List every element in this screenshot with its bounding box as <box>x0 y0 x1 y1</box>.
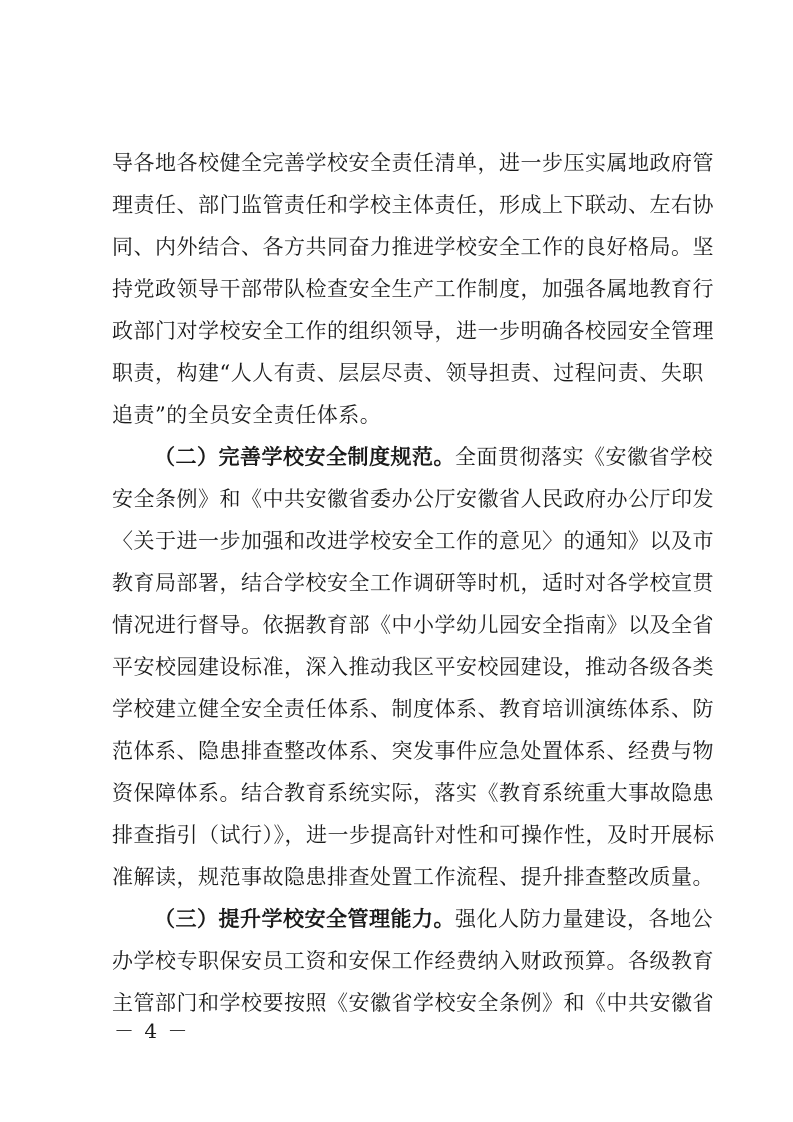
paragraph-2-line-11: 准解读，规范事故隐患排查处置工作流程、提升排查整改质量。 <box>112 865 714 889</box>
paragraph-2-first-line-text: 全面贯彻落实《安徽省学校 <box>455 445 713 469</box>
paragraph-2-line-10: 排查指引（试行）》，进一步提高针对性和可操作性，及时开展标 <box>112 823 715 847</box>
paragraph-3-line-2: 办学校专职保安员工资和安保工作经费纳入财政预算。各级教育 <box>112 949 714 973</box>
paragraph-2-line-9: 资保障体系。结合教育系统实际，落实《教育系统重大事故隐患 <box>112 781 714 805</box>
paragraph-3-first-line-text: 强化人防力量建设，各地公 <box>455 907 713 931</box>
paragraph-3-first-line <box>154 903 713 935</box>
paragraph-2-line-3: 〈关于进一步加强和改进学校安全工作的意见〉的通知》以及市 <box>112 529 714 553</box>
page-number: － 4 － <box>114 1019 190 1043</box>
paragraph-3-line-3: 主管部门和学校要按照《安徽省学校安全条例》和《中共安徽省 <box>112 991 714 1015</box>
paragraph-2-line-6: 平安校园建设标准，深入推动我区平安校园建设，推动各级各类 <box>112 655 714 679</box>
paragraph-2-first-line <box>154 441 713 473</box>
section-3-heading: （三）提升学校安全管理能力。 <box>154 906 455 931</box>
paragraph-2-line-4: 教育局部署，结合学校安全工作调研等时机，适时对各学校宣贯 <box>112 571 714 595</box>
paragraph-2-line-7: 学校建立健全安全责任体系、制度体系、教育培训演练体系、防 <box>112 697 714 721</box>
paragraph-1-line-6: 职责，构建“人人有责、层层尽责、领导担责、过程问责、失职 <box>112 361 704 385</box>
paragraph-1-line-2: 理责任、部门监管责任和学校主体责任，形成上下联动、左右协 <box>112 193 714 217</box>
paragraph-2-line-2: 安全条例》和《中共安徽省委办公厅安徽省人民政府办公厅印发 <box>112 487 714 511</box>
paragraph-2-line-5: 情况进行督导。依据教育部《中小学幼儿园安全指南》以及全省 <box>112 613 714 637</box>
paragraph-1-line-1: 导各地各校健全完善学校安全责任清单，进一步压实属地政府管 <box>112 151 714 175</box>
section-2-heading: （二）完善学校安全制度规范。 <box>154 444 455 469</box>
paragraph-1-line-3: 同、内外结合、各方共同奋力推进学校安全工作的良好格局。坚 <box>112 235 714 259</box>
paragraph-2-line-8: 范体系、隐患排查整改体系、突发事件应急处置体系、经费与物 <box>112 739 714 763</box>
paragraph-1-line-7: 追责”的全员安全责任体系。 <box>112 403 382 427</box>
paragraph-1-line-4: 持党政领导干部带队检查安全生产工作制度，加强各属地教育行 <box>112 277 714 301</box>
paragraph-1-line-5: 政部门对学校安全工作的组织领导，进一步明确各校园安全管理 <box>112 319 714 343</box>
